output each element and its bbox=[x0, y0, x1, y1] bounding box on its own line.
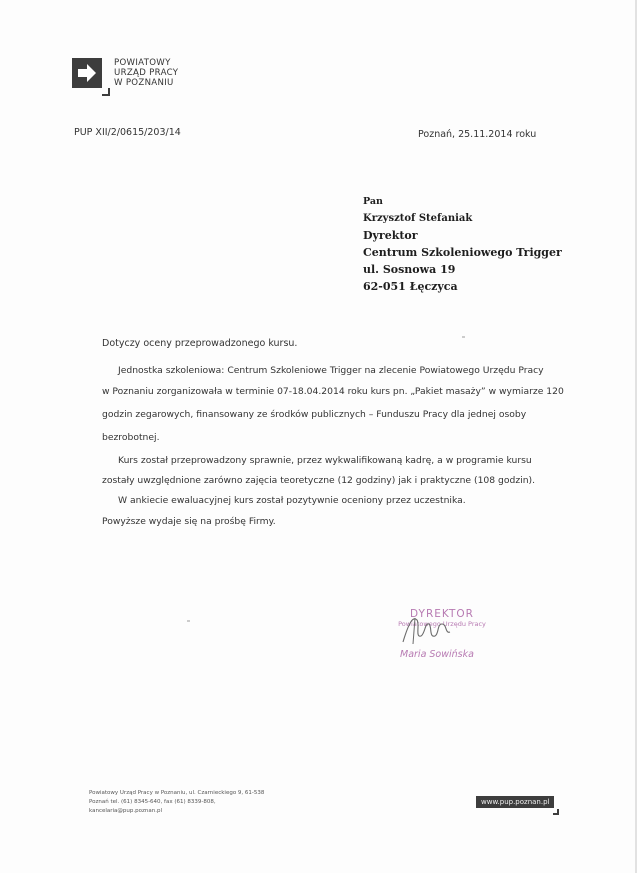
stamp-org: Powiatowego Urzędu Pracy bbox=[398, 620, 486, 628]
logo-corner-mark bbox=[102, 88, 110, 96]
recipient-street: ul. Sosnowa 19 bbox=[363, 263, 456, 276]
stamp-name: Maria Sowińska bbox=[400, 649, 474, 660]
logo-line-2: URZĄD PRACY bbox=[114, 68, 179, 78]
footer-line-3: kancelaria@pup.poznan.pl bbox=[89, 808, 162, 814]
logo-line-3: W POZNANIU bbox=[114, 78, 174, 88]
footer-line-2: Poznań tel. (61) 8345-640, fax (61) 8339-808, bbox=[89, 799, 216, 805]
footer-address bbox=[89, 789, 264, 816]
recipient-address bbox=[363, 193, 562, 295]
recipient-city: 62-051 Łęczyca bbox=[363, 280, 458, 293]
scan-speck bbox=[462, 336, 465, 338]
arrow-right-icon bbox=[72, 58, 102, 88]
url-corner-mark bbox=[553, 809, 559, 815]
body-p2-line2: zostały uwzględnione zarówno zajęcia teoretyczne (12 godziny) jak i praktyczne (108 godzin). bbox=[102, 475, 536, 486]
scan-speck bbox=[187, 620, 190, 622]
body-p3: W ankiecie ewaluacyjnej kurs został pozytywnie oceniony przez uczestnika. bbox=[118, 495, 466, 506]
logo-line-1: POWIATOWY bbox=[114, 58, 171, 68]
letterhead-text bbox=[114, 58, 178, 88]
reference-number: PUP XII/2/0615/203/14 bbox=[74, 127, 181, 138]
recipient-title: Dyrektor bbox=[363, 229, 418, 242]
recipient-name: Krzysztof Stefaniak bbox=[363, 213, 473, 224]
letter-subject: Dotyczy oceny przeprowadzonego kursu. bbox=[102, 338, 298, 349]
body-p2-line1: Kurs został przeprowadzony sprawnie, przez wykwalifikowaną kadrę, a w programie kursu bbox=[118, 455, 532, 466]
body-p4: Powyższe wydaje się na prośbę Firmy. bbox=[102, 516, 276, 527]
body-p1-line1: Jednostka szkoleniowa: Centrum Szkoleniowe Trigger na zlecenie Powiatowego Urzędu Pracy bbox=[118, 365, 544, 376]
body-p1-line4: bezrobotnej. bbox=[102, 432, 160, 443]
stamp-title: DYREKTOR bbox=[410, 608, 474, 620]
footer-line-1: Powiatowy Urząd Pracy w Poznaniu, ul. Czarnieckiego 9, 61-538 bbox=[89, 790, 265, 796]
letter-date: Poznań, 25.11.2014 roku bbox=[418, 129, 537, 140]
body-p1-line3: godzin zegarowych, finansowany ze środków publicznych – Funduszu Pracy dla jednej osoby bbox=[102, 409, 527, 420]
footer-url-badge: www.pup.poznan.pl bbox=[476, 796, 554, 808]
body-p1-line2: w Poznaniu zorganizowała w terminie 07-18.04.2014 roku kurs pn. „Pakiet masaży” w wymiarze 120 bbox=[102, 386, 564, 397]
recipient-org: Centrum Szkoleniowego Trigger bbox=[363, 246, 562, 259]
handwritten-signature bbox=[395, 612, 465, 648]
recipient-salutation: Pan bbox=[363, 196, 383, 207]
